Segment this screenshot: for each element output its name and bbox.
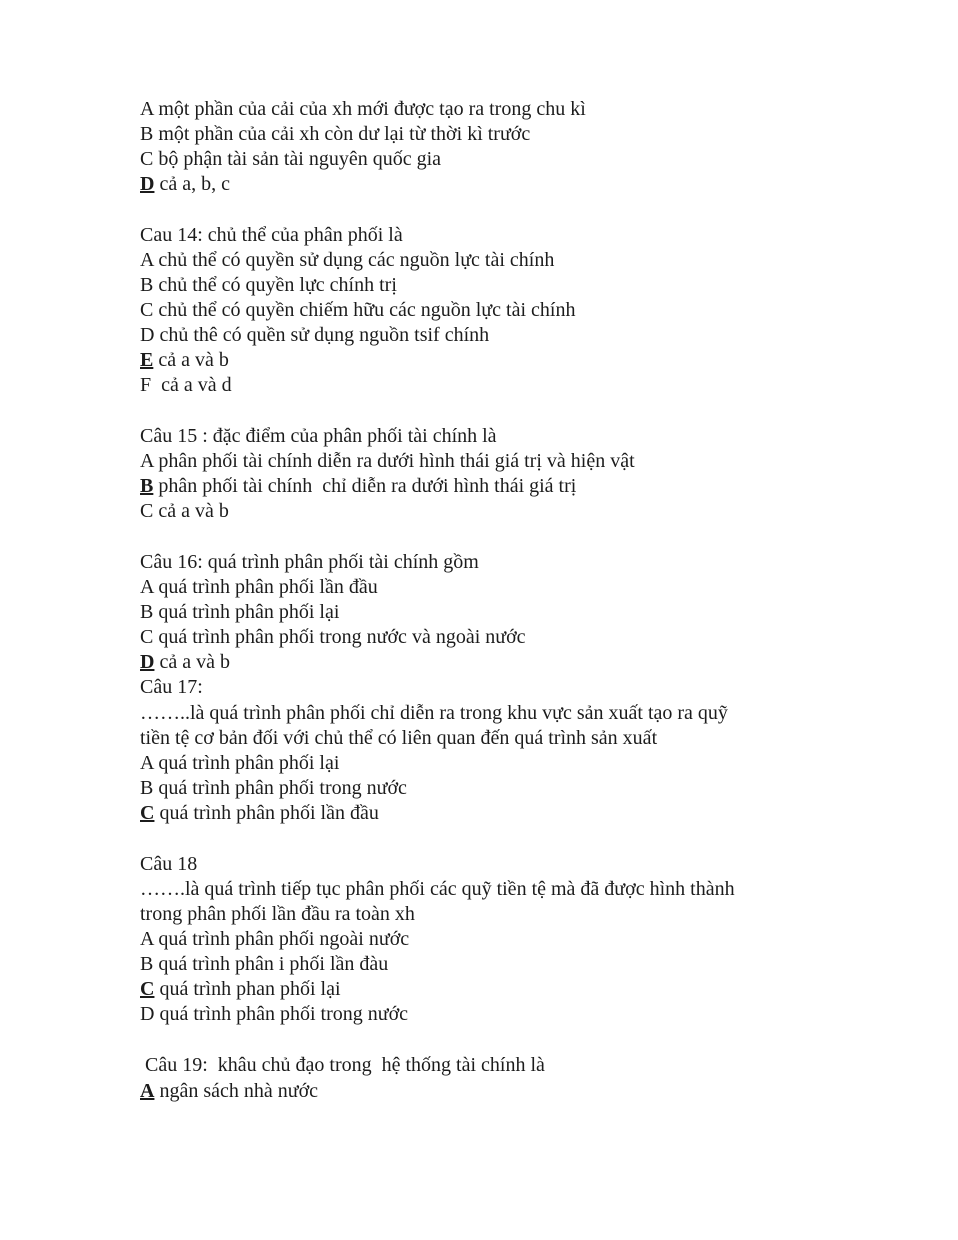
line-text: phân phối tài chính chỉ diễn ra dưới hình thái giá trị (153, 475, 577, 497)
text-line (140, 1079, 318, 1104)
text-line (140, 147, 441, 172)
line-text: quá trình phân phối trong nước (153, 777, 407, 799)
option-marker: B (140, 601, 154, 623)
text-line (140, 952, 388, 977)
line-text: chủ thê có quền sử dụng nguồn tsif chính (154, 324, 490, 346)
line-text: quá trình phan phối lại (154, 978, 341, 1000)
answer-marker: D (140, 173, 155, 195)
line-text: Cau 14: chủ thể của phân phối là (140, 224, 403, 246)
line-text: quá trình phân phối lần đầu (153, 576, 378, 598)
option-marker: C (140, 626, 154, 648)
text-line (140, 499, 229, 524)
line-text: chủ thể có quyền sử dụng các nguồn lực tài chính (153, 249, 555, 271)
line-text: quá trình phân phối lần đầu (154, 802, 379, 824)
text-line (140, 625, 526, 650)
text-line (140, 575, 378, 600)
option-marker: C (140, 148, 154, 170)
option-marker: A (140, 450, 154, 472)
option-marker: A (140, 98, 154, 120)
option-marker: D (140, 324, 155, 346)
question-heading (140, 550, 479, 575)
option-marker: B (140, 777, 154, 799)
line-text: quá trình phân i phối lần đàu (153, 953, 389, 975)
line-text: trong phân phối lần đầu ra toàn xh (140, 903, 415, 925)
line-text: Câu 17: (140, 676, 203, 698)
line-text: một phần của cải của xh mới được tạo ra trong chu kì (153, 98, 586, 120)
line-text: một phần của cải xh còn dư lại từ thời kì trước (153, 123, 531, 145)
answer-marker: D (140, 651, 155, 673)
text-line (140, 650, 230, 675)
answer-marker: C (140, 802, 155, 824)
option-marker: C (140, 299, 154, 321)
text-line (140, 776, 407, 801)
line-text: Câu 16: quá trình phân phối tài chính gồm (140, 551, 479, 573)
text-line (140, 97, 586, 122)
text-line (140, 751, 339, 776)
line-text: Câu 15 : đặc điểm của phân phối tài chính là (140, 425, 497, 447)
question-heading (140, 424, 497, 449)
line-text: Câu 18 (140, 853, 198, 875)
text-line (140, 298, 575, 323)
line-text: cả a và d (151, 374, 232, 396)
option-marker: A (140, 249, 154, 271)
text-line (140, 172, 230, 197)
answer-marker: A (140, 1080, 155, 1102)
option-marker: A (140, 752, 154, 774)
text-line (140, 248, 554, 273)
line-text: quá trình phân phối trong nước (154, 1003, 409, 1025)
answer-marker: C (140, 978, 155, 1000)
text-line (140, 927, 409, 952)
answer-marker: B (140, 475, 154, 497)
text-line (140, 902, 415, 927)
line-text: tiền tệ cơ bản đối với chủ thể có liên quan đến quá trình sản xuất (140, 727, 658, 749)
text-line (140, 701, 728, 726)
text-line (140, 1002, 408, 1027)
question-heading (140, 223, 403, 248)
answer-marker: E (140, 349, 154, 371)
line-text: …….là quá trình tiếp tục phân phối các quỹ tiền tệ mà đã được hình thành (140, 878, 735, 900)
line-text: cả a và b (154, 651, 230, 673)
line-text: cả a và b (153, 349, 229, 371)
text-line (140, 474, 576, 499)
text-line (140, 323, 489, 348)
text-line (140, 373, 232, 398)
line-text: Câu 19: khâu chủ đạo trong hệ thống tài chính là (145, 1054, 545, 1076)
line-text: bộ phận tài sản tài nguyên quốc gia (153, 148, 442, 170)
line-text: ……..là quá trình phân phối chỉ diễn ra trong khu vực sản xuất tạo ra quỹ (140, 702, 728, 724)
line-text: cả a và b (153, 500, 229, 522)
line-text: phân phối tài chính diễn ra dưới hình thái giá trị và hiện vật (153, 450, 635, 472)
line-text: ngân sách nhà nước (154, 1080, 319, 1102)
option-marker: B (140, 274, 154, 296)
line-text: cả a, b, c (154, 173, 230, 195)
text-line (140, 877, 735, 902)
question-heading (145, 1053, 545, 1078)
text-line (140, 449, 635, 474)
text-line (140, 726, 657, 751)
text-line (140, 600, 339, 625)
line-text: chủ thể có quyền chiếm hữu các nguồn lực tài chính (153, 299, 576, 321)
text-line (140, 977, 341, 1002)
option-marker: A (140, 576, 154, 598)
text-line (140, 273, 397, 298)
option-marker: F (140, 374, 152, 396)
line-text: quá trình phân phối trong nước và ngoài nước (153, 626, 526, 648)
option-marker: B (140, 953, 154, 975)
line-text: quá trình phân phối ngoài nước (153, 928, 410, 950)
text-line (140, 122, 530, 147)
question-heading (140, 675, 203, 700)
line-text: quá trình phân phối lại (153, 601, 340, 623)
option-marker: B (140, 123, 154, 145)
line-text: chủ thể có quyền lực chính trị (153, 274, 397, 296)
question-heading (140, 852, 197, 877)
text-line (140, 348, 229, 373)
option-marker: C (140, 500, 154, 522)
option-marker: D (140, 1003, 155, 1025)
option-marker: A (140, 928, 154, 950)
line-text: quá trình phân phối lại (153, 752, 340, 774)
text-line (140, 801, 379, 826)
